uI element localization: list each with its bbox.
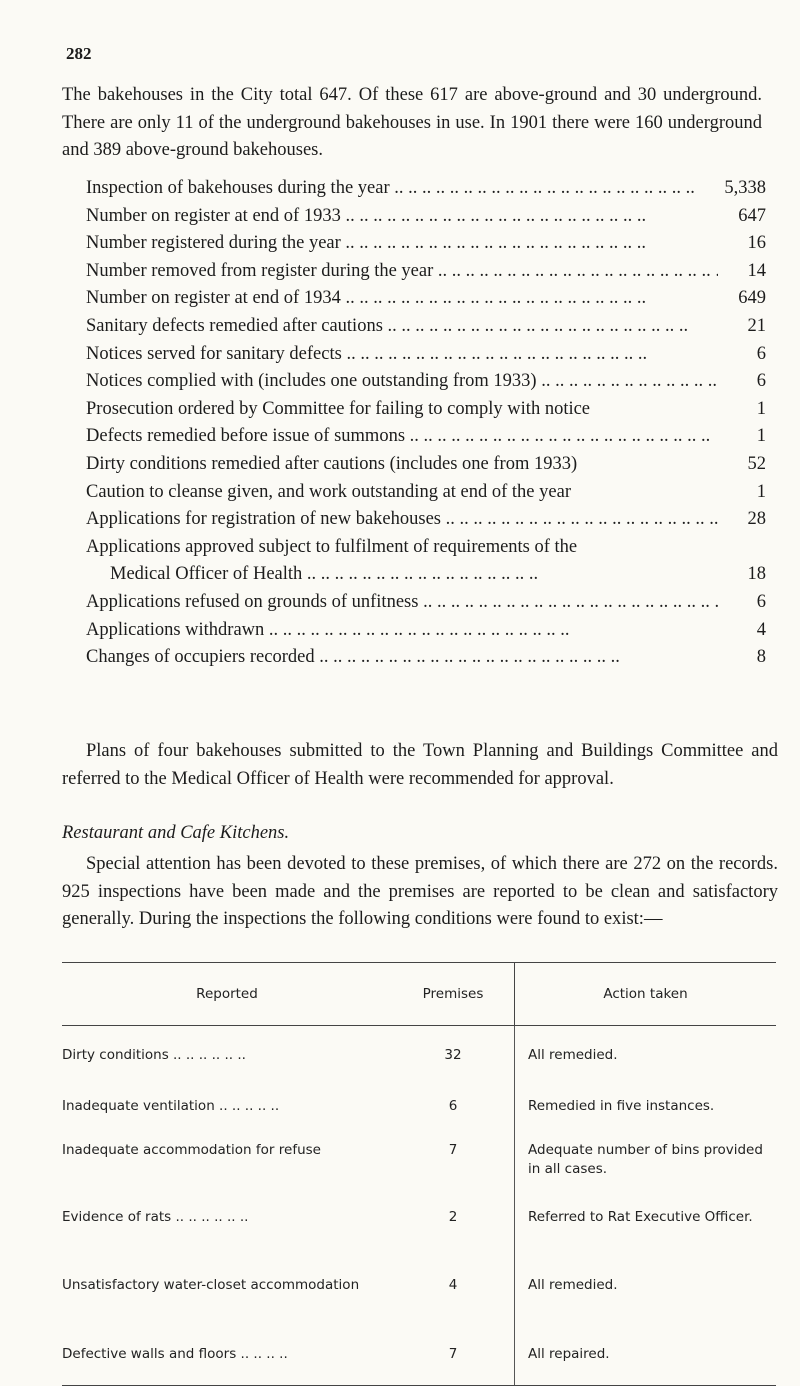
table-body <box>62 1026 776 1386</box>
stat-value: 1 <box>756 398 766 419</box>
stat-row <box>62 396 766 424</box>
stat-row <box>62 368 766 396</box>
cell-reported: Evidence of rats .. .. .. .. .. .. <box>62 1209 249 1225</box>
page-number: 282 <box>66 44 92 63</box>
stat-row <box>62 534 766 589</box>
table-row <box>62 1276 776 1345</box>
stat-label: Number on register at end of 1933 .. .. <box>86 203 718 231</box>
stat-row <box>62 423 766 451</box>
stat-label-continued: Medical Officer of Health .. .. <box>110 561 718 589</box>
stat-label: Applications refused on grounds of unfitness .. .. <box>86 589 718 617</box>
stat-value: 52 <box>747 453 766 474</box>
stat-label: Number registered during the year .. .. <box>86 230 718 258</box>
stat-value: 16 <box>747 233 766 254</box>
stat-row <box>62 451 766 479</box>
cell-reported: Inadequate ventilation .. .. .. .. .. <box>62 1098 280 1114</box>
header-reported: Reported <box>196 986 258 1002</box>
stat-value: 6 <box>756 343 766 364</box>
cell-action: All remedied. <box>528 1047 618 1063</box>
stat-row <box>62 258 766 286</box>
cell-premises: 32 <box>444 1047 462 1063</box>
table-header <box>62 962 776 1026</box>
table-row <box>62 1026 776 1097</box>
stat-value: 6 <box>756 371 766 392</box>
cell-premises: 7 <box>448 1346 458 1362</box>
cell-action: Adequate number of bins provided in all cases. <box>528 1142 763 1177</box>
stat-value: 8 <box>756 647 766 668</box>
stat-row <box>62 644 766 672</box>
cell-action: Referred to Rat Executive Officer. <box>528 1209 753 1225</box>
stat-row <box>62 285 766 313</box>
stat-value: 649 <box>738 288 766 309</box>
cell-action: Remedied in five instances. <box>528 1098 715 1114</box>
cell-premises: 6 <box>448 1098 458 1114</box>
cell-reported: Defective walls and floors .. .. .. .. <box>62 1346 288 1362</box>
stat-row <box>62 506 766 534</box>
stat-label: Applications for registration of new bakehouses .. .. <box>86 506 718 534</box>
stat-value: 14 <box>747 260 766 281</box>
cell-premises: 2 <box>448 1209 458 1225</box>
cell-premises: 7 <box>448 1142 458 1158</box>
stat-label: Defects remedied before issue of summons .. .. <box>86 423 718 451</box>
stat-value: 28 <box>747 509 766 530</box>
stat-label: Sanitary defects remedied after cautions .. .. <box>86 313 718 341</box>
stat-row <box>62 175 766 203</box>
stat-label: Notices served for sanitary defects .. .. <box>86 341 718 369</box>
plans-text: Plans of four bakehouses submitted to the Town Planning and Buildings Committee and referred to the Medical Officer of Health were recommended for approval. <box>62 741 778 789</box>
stat-row <box>62 341 766 369</box>
conditions-table <box>62 962 776 1386</box>
plans-paragraph <box>62 738 778 793</box>
stat-value: 5,338 <box>724 178 766 198</box>
stat-value: 18 <box>747 564 766 585</box>
stat-row <box>62 617 766 645</box>
stat-label: Caution to cleanse given, and work outstanding at end of the year <box>86 481 571 502</box>
cell-premises: 4 <box>448 1277 458 1293</box>
stat-row <box>62 203 766 231</box>
intro-paragraph <box>62 82 762 165</box>
stat-label: Applications withdrawn .. .. <box>86 617 718 645</box>
table-row <box>62 1141 776 1208</box>
stat-label: Inspection of bakehouses during the year .. .. <box>86 175 718 203</box>
stat-row <box>62 589 766 617</box>
stat-label: Notices complied with (includes one outstanding from 1933) .. .. <box>86 368 718 396</box>
stat-row <box>62 313 766 341</box>
stat-row <box>62 479 766 507</box>
cell-action: All repaired. <box>528 1346 610 1362</box>
table-row <box>62 1097 776 1141</box>
cell-reported: Inadequate accommodation for refuse <box>62 1142 321 1158</box>
stat-value: 21 <box>747 315 766 336</box>
table-row <box>62 1208 776 1276</box>
header-premises: Premises <box>422 986 484 1002</box>
cell-reported: Dirty conditions .. .. .. .. .. .. <box>62 1047 246 1063</box>
restaurant-text: Special attention has been devoted to these premises, of which there are 272 on the records. 925 inspections have been made and the premises are reported to be clean and satisfactory generally. During the inspections the following conditions were found to exist:— <box>62 854 778 929</box>
stat-value: 6 <box>756 591 766 612</box>
restaurant-paragraph <box>62 851 778 934</box>
intro-text: The bakehouses in the City total 647. Of these 617 are above-ground and 30 underground. There are only 11 of the underground bakehouses in use. In 1901 there were 160 underground and 389 above-ground bakehouses. <box>62 85 762 160</box>
stat-value: 4 <box>756 619 766 640</box>
section-heading: Restaurant and Cafe Kitchens. <box>62 823 290 843</box>
stat-row <box>62 230 766 258</box>
stat-label: Applications approved subject to fulfilment of requirements of the <box>86 536 578 557</box>
bakehouse-statistics-list <box>62 175 766 672</box>
stat-label: Prosecution ordered by Committee for failing to comply with notice <box>86 398 591 419</box>
stat-value: 1 <box>756 426 766 447</box>
header-action: Action taken <box>514 963 776 1025</box>
stat-value: 647 <box>738 205 766 226</box>
cell-action: All remedied. <box>528 1277 618 1293</box>
stat-label: Number on register at end of 1934 .. .. <box>86 285 718 313</box>
stat-label: Changes of occupiers recorded .. .. <box>86 644 718 672</box>
table-row <box>62 1345 776 1385</box>
stat-label: Dirty conditions remedied after cautions (includes one from 1933) <box>86 453 578 474</box>
stat-value: 1 <box>756 481 766 502</box>
cell-reported: Unsatisfactory water-closet accommodation <box>62 1277 360 1293</box>
stat-label: Number removed from register during the year .. .. <box>86 258 718 286</box>
